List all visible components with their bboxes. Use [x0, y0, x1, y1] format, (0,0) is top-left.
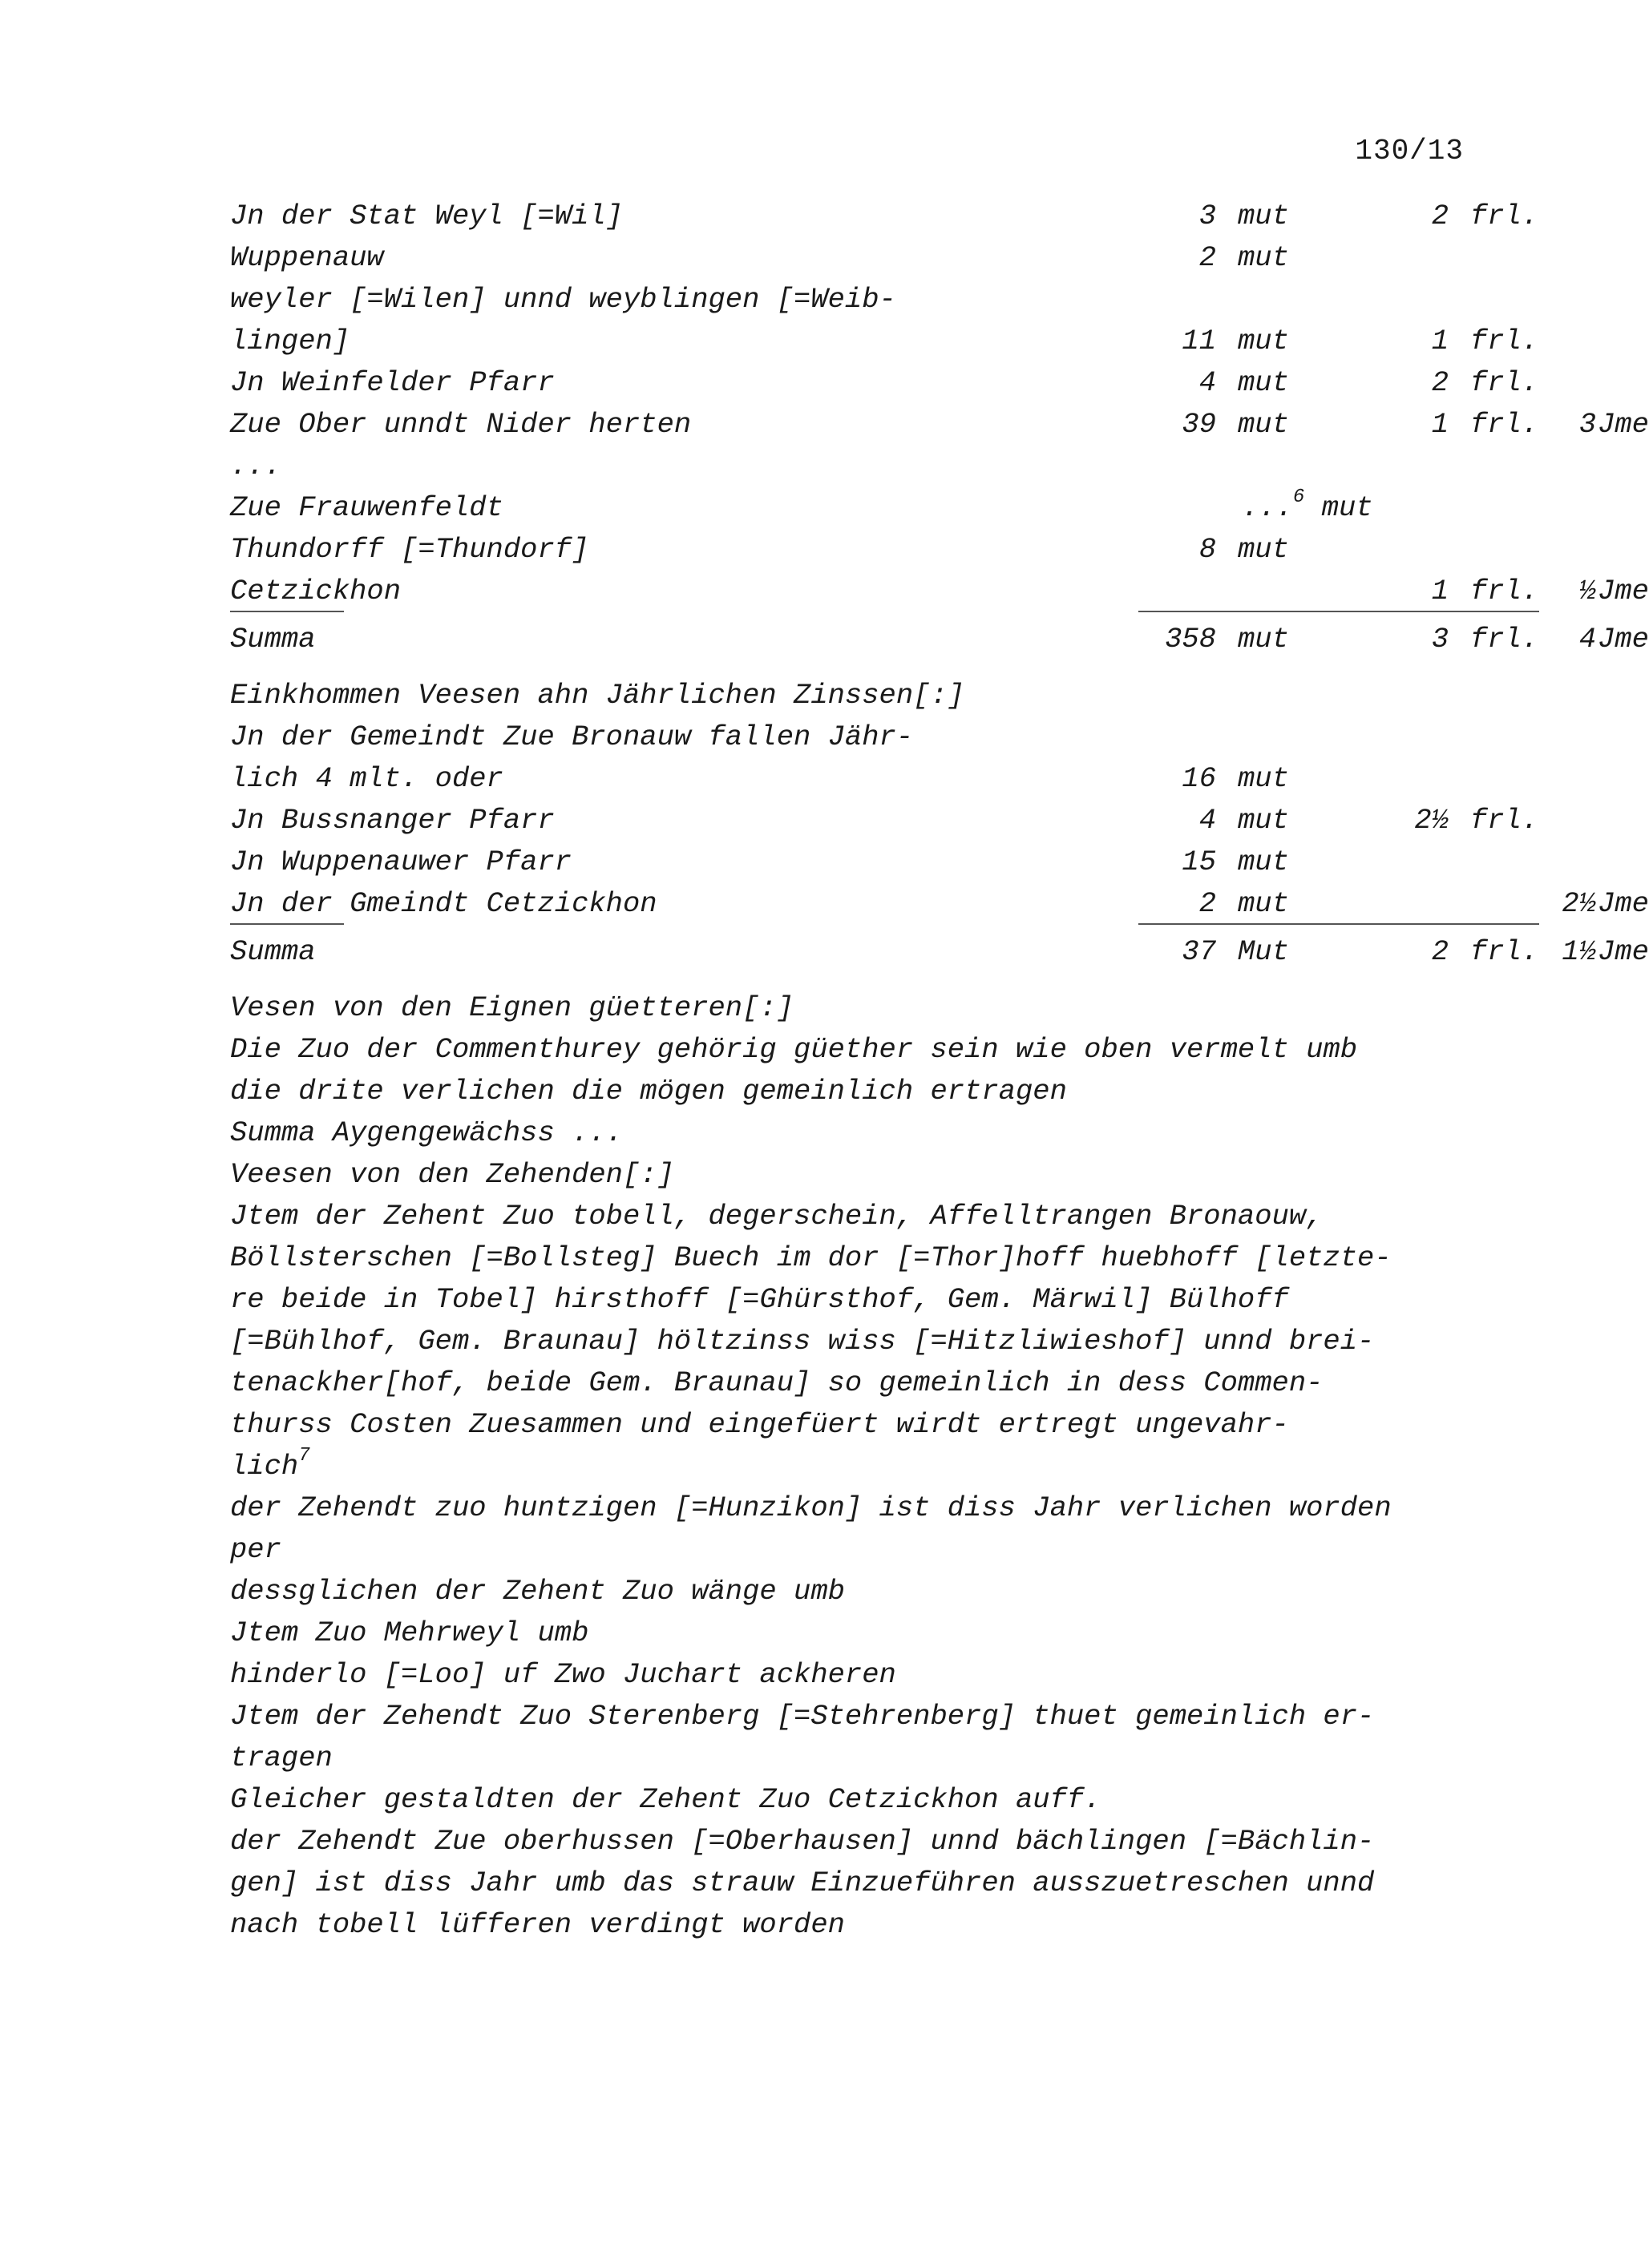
text-line: Jtem der Zehendt Zuo Sterenberg [=Stehrenberg] thuet gemeinlich er- — [230, 1700, 1375, 1733]
text-line: die drite verlichen die mögen gemeinlich ertragen — [230, 1075, 1067, 1108]
table-row — [230, 883, 1649, 925]
row-label: Jn Bussnanger Pfarr — [230, 804, 555, 837]
frl-value: 2 — [1431, 200, 1449, 232]
mut-value: 3 — [1198, 200, 1216, 232]
summa-row — [230, 931, 1649, 973]
row-label: ... — [230, 450, 281, 482]
text-line: Jtem der Zehent Zuo tobell, degerschein, Affelltrangen Bronaouw, — [230, 1200, 1324, 1233]
frl-unit: frl. — [1470, 804, 1539, 837]
mut-unit: mut — [1238, 408, 1289, 441]
jme-unit: Jme — [1598, 408, 1649, 441]
row-label: Jn der Stat Weyl [=Wil] — [230, 200, 623, 232]
frl-unit: frl. — [1470, 200, 1539, 232]
underline-rule — [230, 923, 344, 925]
frl-value: 2½ — [1414, 804, 1449, 837]
table-row — [230, 571, 1649, 612]
frl-value: 2 — [1431, 366, 1449, 399]
table-row — [230, 800, 1539, 841]
sum-rule — [1138, 611, 1539, 612]
section-1 — [230, 196, 1649, 487]
table-row — [230, 446, 1481, 487]
text-line: der Zehendt zuo huntzigen [=Hunzikon] ist diss Jahr verlichen worden — [230, 1491, 1392, 1524]
footnote-marker: 7 — [298, 1445, 310, 1467]
text-line: nach tobell lüfferen verdingt worden — [230, 1908, 845, 1941]
table-row — [230, 487, 1481, 529]
mut-value: 4 — [1198, 366, 1216, 399]
frl-value: 3 — [1431, 623, 1449, 656]
mut-unit: Mut — [1238, 935, 1289, 968]
prose-block-1 — [230, 987, 1481, 1446]
jme-value: 4 — [1578, 623, 1596, 656]
underline-rule — [230, 611, 344, 612]
footnote-marker: 6 — [1292, 486, 1305, 509]
text-line: hinderlo [=Loo] uf Zwo Juchart ackheren — [230, 1658, 896, 1691]
text-line: Die Zuo der Commenthurey gehörig güether sein wie oben vermelt umb — [230, 1033, 1358, 1066]
mut-unit: mut — [1238, 241, 1289, 274]
row-label: lich 4 mlt. oder — [230, 762, 503, 795]
text-line: [=Bühlhof, Gem. Braunau] höltzinss wiss [=Hitzliwieshof] unnd brei- — [230, 1325, 1375, 1358]
table-row — [230, 841, 1481, 883]
frl-unit: frl. — [1470, 325, 1539, 357]
mut-value: 8 — [1198, 533, 1216, 566]
row-label: Zue Ober unndt Nider herten — [230, 408, 692, 441]
row-label: Wuppenauw — [230, 241, 384, 274]
mut-unit: mut — [1238, 623, 1289, 656]
document-body — [230, 196, 1649, 1946]
frl-unit: frl. — [1470, 366, 1539, 399]
row-label: Jn der Gemeindt Zue Bronauw fallen Jähr- — [230, 720, 914, 753]
frl-value: 1 — [1431, 575, 1449, 607]
table-row — [230, 758, 1481, 800]
jme-unit: Jme — [1598, 623, 1649, 656]
summa-label: Summa — [230, 935, 316, 968]
frl-unit: frl. — [1470, 575, 1539, 607]
table-row — [230, 279, 1481, 321]
sum-rule — [1138, 923, 1539, 925]
mut-unit: mut — [1238, 325, 1289, 357]
mut-unit: mut — [1238, 762, 1289, 795]
mut-value: 2 — [1198, 887, 1216, 920]
table-row — [230, 321, 1539, 362]
table-row — [230, 716, 1481, 758]
mut-value: 39 — [1182, 408, 1216, 441]
text-line: gen] ist diss Jahr umb das strauw Einzueführen ausszuetreschen unnd — [230, 1866, 1375, 1899]
table-row — [230, 529, 1481, 571]
text-line: Jtem Zuo Mehrweyl umb — [230, 1616, 589, 1649]
row-label: Thundorff [=Thundorf] — [230, 533, 589, 566]
mut-unit: mut — [1238, 533, 1289, 566]
mut-unit: mut — [1238, 887, 1289, 920]
jme-unit: Jme — [1598, 887, 1649, 920]
row-label: Jn Weinfelder Pfarr — [230, 366, 555, 399]
mut-unit: mut — [1238, 366, 1289, 399]
frl-unit: frl. — [1470, 623, 1539, 656]
text-line: re beide in Tobel] hirsthoff [=Ghürsthof, Gem. Märwil] Bülhoff — [230, 1283, 1289, 1316]
frl-value: 2 — [1431, 935, 1449, 968]
text-line: der Zehendt Zue oberhussen [=Oberhausen] unnd bächlingen [=Bächlin- — [230, 1825, 1375, 1858]
frl-unit: frl. — [1470, 408, 1539, 441]
mut-value: 16 — [1182, 762, 1216, 795]
text-line: Summa Aygengewächss ... — [230, 1116, 623, 1149]
table-row — [230, 404, 1649, 446]
text-line: Böllsterschen [=Bollsteg] Buech im dor [=Thor]hoff huebhoff [letzte- — [230, 1241, 1392, 1274]
text-line: Gleicher gestaldten der Zehent Zuo Cetzickhon auff. — [230, 1783, 1101, 1816]
text-line: tragen — [230, 1741, 333, 1774]
jme-value: 2½ — [1562, 887, 1596, 920]
text-line: per — [230, 1533, 281, 1566]
row-label: Jn der Gmeindt Cetzickhon — [230, 887, 657, 920]
text-line: thurss Costen Zuesammen und eingefüert wirdt ertregt ungevahr- — [230, 1408, 1289, 1441]
mut-value: 15 — [1182, 845, 1216, 878]
row-label: weyler [=Wilen] unnd weyblingen [=Weib- — [230, 283, 896, 316]
frl-unit: frl. — [1470, 935, 1539, 968]
jme-unit: Jme — [1598, 935, 1649, 968]
mut-unit: mut — [1238, 845, 1289, 878]
prose-block-2 — [230, 1487, 1481, 1946]
mut-unit: mut — [1238, 804, 1289, 837]
section-heading: Einkhommen Veesen ahn Jährlichen Zinssen[:] — [230, 679, 965, 712]
text-line: tenackher[hof, beide Gem. Braunau] so gemeinlich in dess Commen- — [230, 1366, 1324, 1399]
row-label: Cetzickhon — [230, 575, 402, 607]
jme-value: ½ — [1578, 575, 1596, 607]
text-line: Vesen von den Eignen güetteren[:] — [230, 991, 794, 1024]
text-line: dessglichen der Zehent Zuo wänge umb — [230, 1575, 845, 1608]
text-line: Veesen von den Zehenden[:] — [230, 1158, 674, 1191]
summa-row — [230, 619, 1649, 660]
mut-value: 358 — [1165, 623, 1216, 656]
row-label: lingen] — [230, 325, 350, 357]
page-number: 130/13 — [1355, 135, 1464, 167]
jme-value: 1½ — [1562, 935, 1596, 968]
frl-value: 1 — [1431, 408, 1449, 441]
text-line: lich$^7$ — [230, 1445, 310, 1483]
jme-unit: Jme — [1598, 575, 1649, 607]
table-row — [230, 196, 1539, 237]
mut-value: 11 — [1182, 325, 1216, 357]
summa-label: Summa — [230, 623, 316, 656]
row-value: ...$^6$ mut — [1242, 486, 1373, 524]
row-label: Jn Wuppenauwer Pfarr — [230, 845, 572, 878]
row-label: Zue Frauwenfeldt — [230, 491, 503, 524]
mut-unit: mut — [1238, 200, 1289, 232]
table-row — [230, 237, 1481, 279]
frl-value: 1 — [1431, 325, 1449, 357]
table-row — [230, 362, 1539, 404]
mut-value: 37 — [1182, 935, 1216, 968]
mut-value: 2 — [1198, 241, 1216, 274]
jme-value: 3 — [1578, 408, 1596, 441]
mut-value: 4 — [1198, 804, 1216, 837]
